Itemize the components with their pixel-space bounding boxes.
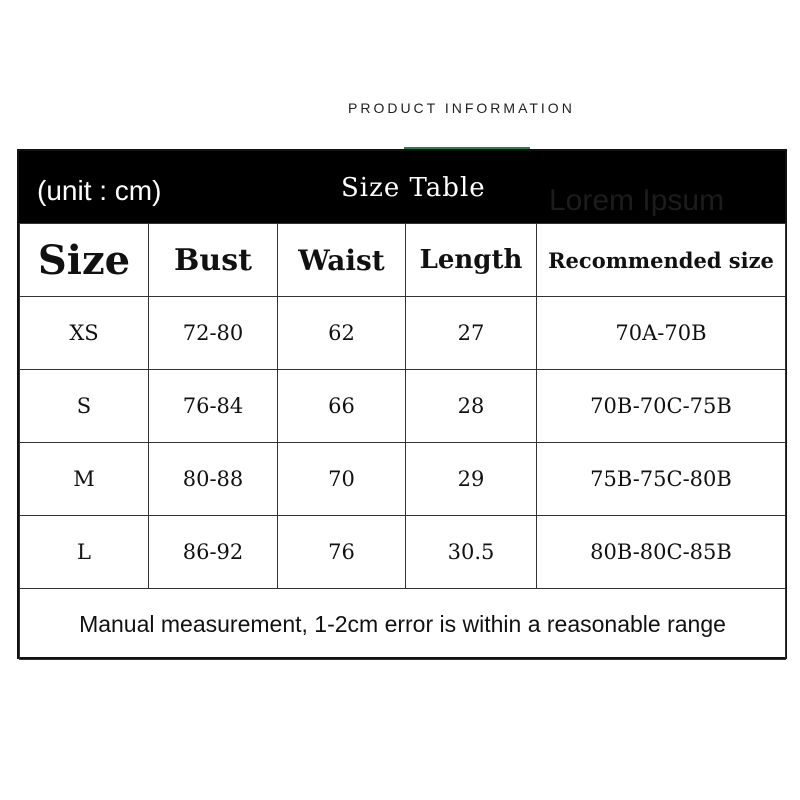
measurement-note: Manual measurement, 1-2cm error is within a reasonable range [20,589,786,660]
waist-cell: 66 [278,370,406,443]
column-header-size: Size [20,224,149,297]
length-cell: 28 [406,370,537,443]
waist-cell: 76 [278,516,406,589]
column-header-bust: Bust [149,224,278,297]
note-row [20,589,786,660]
bust-cell: 76-84 [149,370,278,443]
size-cell: L [20,516,149,589]
recommended-size-cell: 70B-70C-75B [537,370,786,443]
waist-cell: 70 [278,443,406,516]
column-header-length: Length [406,224,537,297]
table-row [20,297,786,370]
table-row [20,370,786,443]
recommended-size-cell: 70A-70B [537,297,786,370]
waist-cell: 62 [278,297,406,370]
table-row [20,516,786,589]
table-row [20,443,786,516]
column-header-waist: Waist [278,224,406,297]
size-cell: M [20,443,149,516]
size-cell: XS [20,297,149,370]
bust-cell: 80-88 [149,443,278,516]
recommended-size-cell: 75B-75C-80B [537,443,786,516]
bust-cell: 72-80 [149,297,278,370]
column-header-recommended-size: Recommended size [537,224,786,297]
length-cell: 27 [406,297,537,370]
length-cell: 29 [406,443,537,516]
size-table [19,223,786,660]
recommended-size-cell: 80B-80C-85B [537,516,786,589]
header-row [20,224,786,297]
length-cell: 30.5 [406,516,537,589]
watermark-text: Lorem Ipsum [549,184,725,217]
unit-label: (unit : cm) [37,175,162,206]
table-header-bar [19,151,785,223]
table-title: Size Table [341,173,486,203]
bust-cell: 86-92 [149,516,278,589]
page-title: PRODUCT INFORMATION [348,100,575,116]
size-cell: S [20,370,149,443]
size-table-frame [17,149,787,659]
